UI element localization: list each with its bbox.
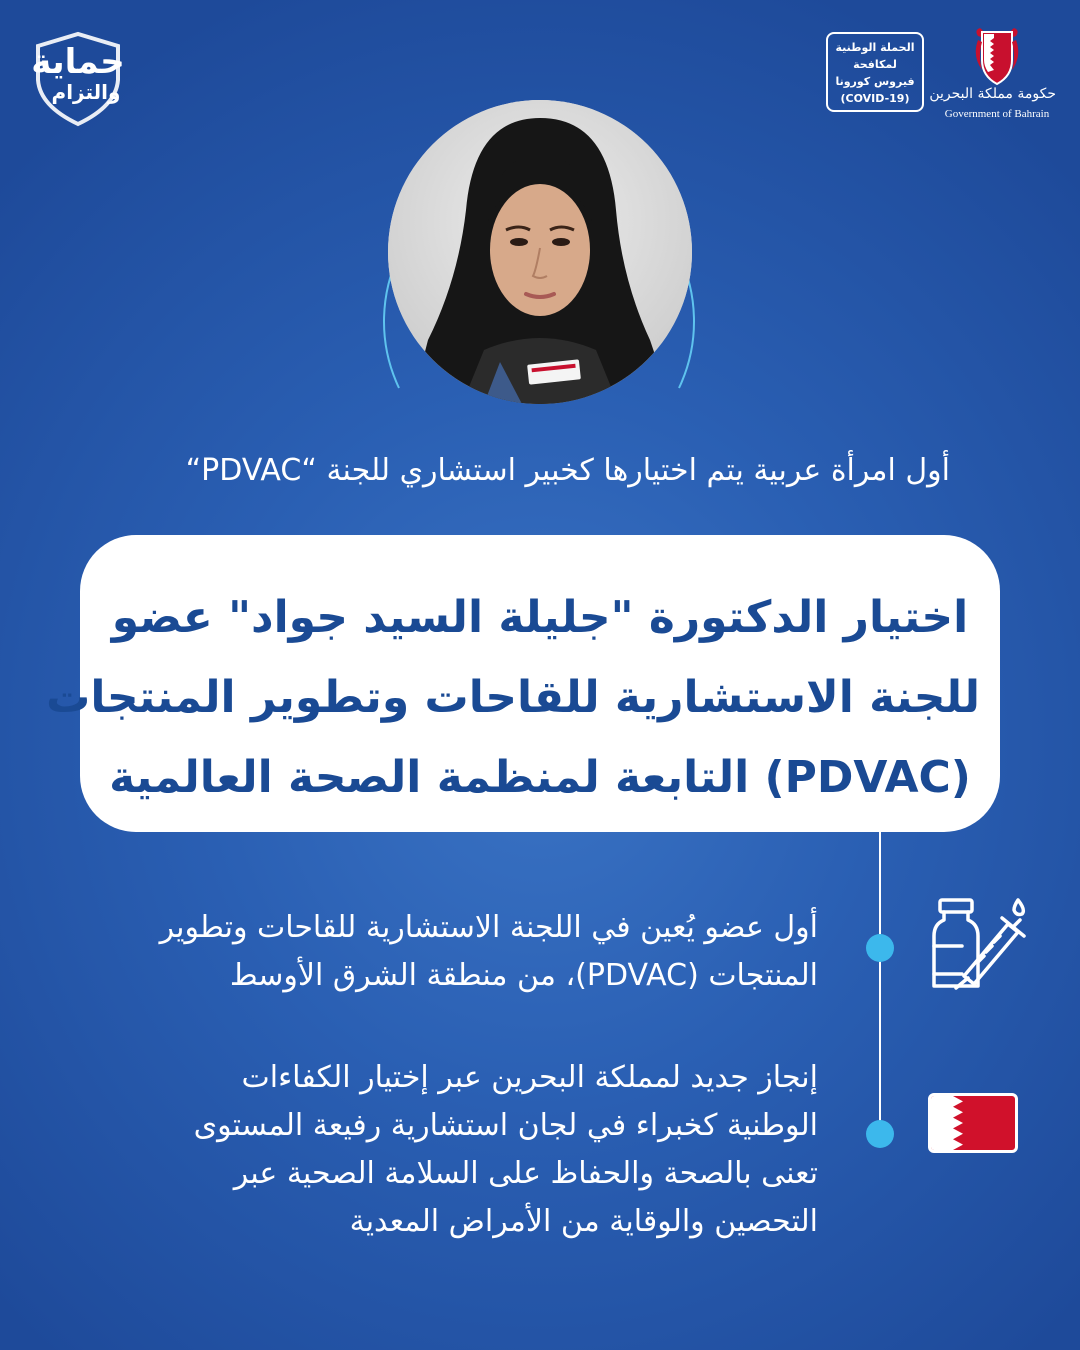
woman-portrait-image [388, 100, 692, 404]
timeline-dot [866, 1120, 894, 1148]
government-arabic-name: حكومة مملكة البحرين [929, 86, 1056, 102]
bahrain-emblem-icon [972, 26, 1022, 86]
headline-line: للجنة الاستشارية للقاحات وتطوير المنتجات [46, 672, 980, 723]
point-line: الوطنية كخبراء في لجان استشارية رفيعة المستوى [193, 1108, 818, 1143]
point-line: إنجاز جديد لمملكة البحرين عبر إختيار الكفاءات [241, 1060, 818, 1095]
government-english-name: Government of Bahrain [944, 108, 1050, 120]
covid-campaign-badge [826, 32, 924, 112]
portrait-photo [388, 100, 692, 404]
headline-line: اختيار الدكتورة "جليلة السيد جواد" عضو [111, 592, 969, 643]
himaya-subtitle: والتزام [51, 80, 121, 104]
himaya-title: حماية [31, 42, 125, 82]
point-line: تعنى بالصحة والحفاظ على السلامة الصحية عبر [233, 1156, 818, 1191]
point-vaccine-text [70, 904, 818, 1000]
subtitle-text: أول امرأة عربية يتم اختيارها كخبير استشاري للجنة “PDVAC“ [185, 453, 950, 488]
point-line: أول عضو يُعين في اللجنة الاستشارية للقاحات وتطوير [159, 910, 818, 945]
government-logo [929, 26, 1056, 122]
headline-line: (PDVAC) التابعة لمنظمة الصحة العالمية [109, 752, 971, 803]
campaign-line: الحملة الوطنية [835, 41, 915, 54]
himaya-logo [28, 28, 128, 128]
headline-text [46, 578, 980, 818]
vaccine-syringe-icon [928, 896, 1028, 992]
point-line: المنتجات (PDVAC)، من منطقة الشرق الأوسط [229, 958, 818, 993]
point-achievement-text [70, 1054, 818, 1246]
timeline-line [879, 832, 881, 1132]
timeline-dot [866, 934, 894, 962]
campaign-line: فيروس كورونا [835, 75, 915, 88]
campaign-line: (COVID-19) [840, 92, 910, 105]
bahrain-flag-icon [928, 1093, 1018, 1153]
point-line: التحصين والوقاية من الأمراض المعدية [349, 1204, 818, 1239]
campaign-line: لمكافحة [853, 58, 897, 71]
